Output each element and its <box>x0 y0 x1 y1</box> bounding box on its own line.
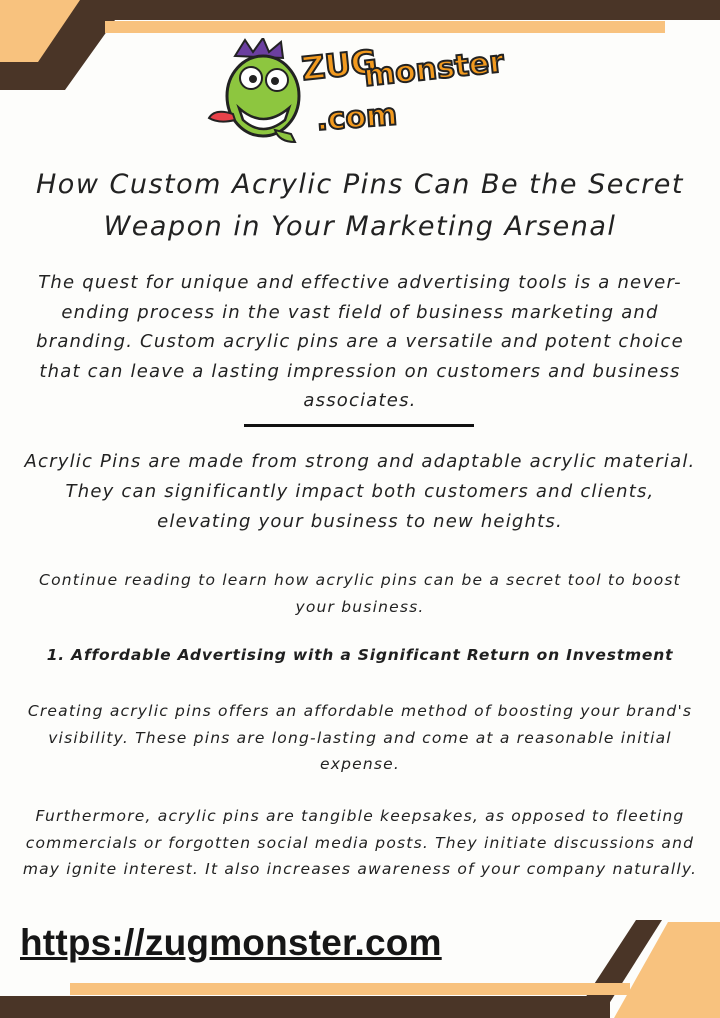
section1-paragraph2: Furthermore, acrylic pins are tangible keepsakes, as opposed to fleeting commercials or forgotten social media posts. They initiate discussions and may ignite interest. It also increases awareness of your company naturally. <box>22 807 698 878</box>
title-line2: Weapon in Your Marketing Arsenal <box>103 211 617 242</box>
section1-paragraph1: Creating acrylic pins offers an affordable method of boosting your brand's visibility. These pins are long-lasting and come at a reasonable initial expense. <box>27 702 693 773</box>
logo-line1: ZUG <box>299 42 379 88</box>
monster-mascot-icon <box>209 38 299 142</box>
continue-paragraph: Continue reading to learn how acrylic pins can be a secret tool to boost your business. <box>39 571 681 616</box>
section1-heading: 1. Affordable Advertising with a Significant Return on Investment <box>46 646 674 664</box>
logo-line3: .com <box>315 97 399 138</box>
website-link[interactable]: https://zugmonster.com <box>20 922 442 963</box>
logo-line2: monster <box>362 44 506 94</box>
acrylic-paragraph: Acrylic Pins are made from strong and adaptable acrylic material. They can significantly impact both customers and clients, elevating your business to new heights. <box>24 451 696 532</box>
section-divider <box>244 424 474 427</box>
title-line1: How Custom Acrylic Pins Can Be the Secret <box>36 169 684 200</box>
intro-paragraph: The quest for unique and effective advertising tools is a never-ending process in the vast field of business marketing and branding. Custom acrylic pins are a versatile and potent choice that can leave a lasting impression on customers and business associates. <box>36 272 684 411</box>
zugmonster-logo <box>205 38 520 148</box>
article-title <box>20 164 700 248</box>
